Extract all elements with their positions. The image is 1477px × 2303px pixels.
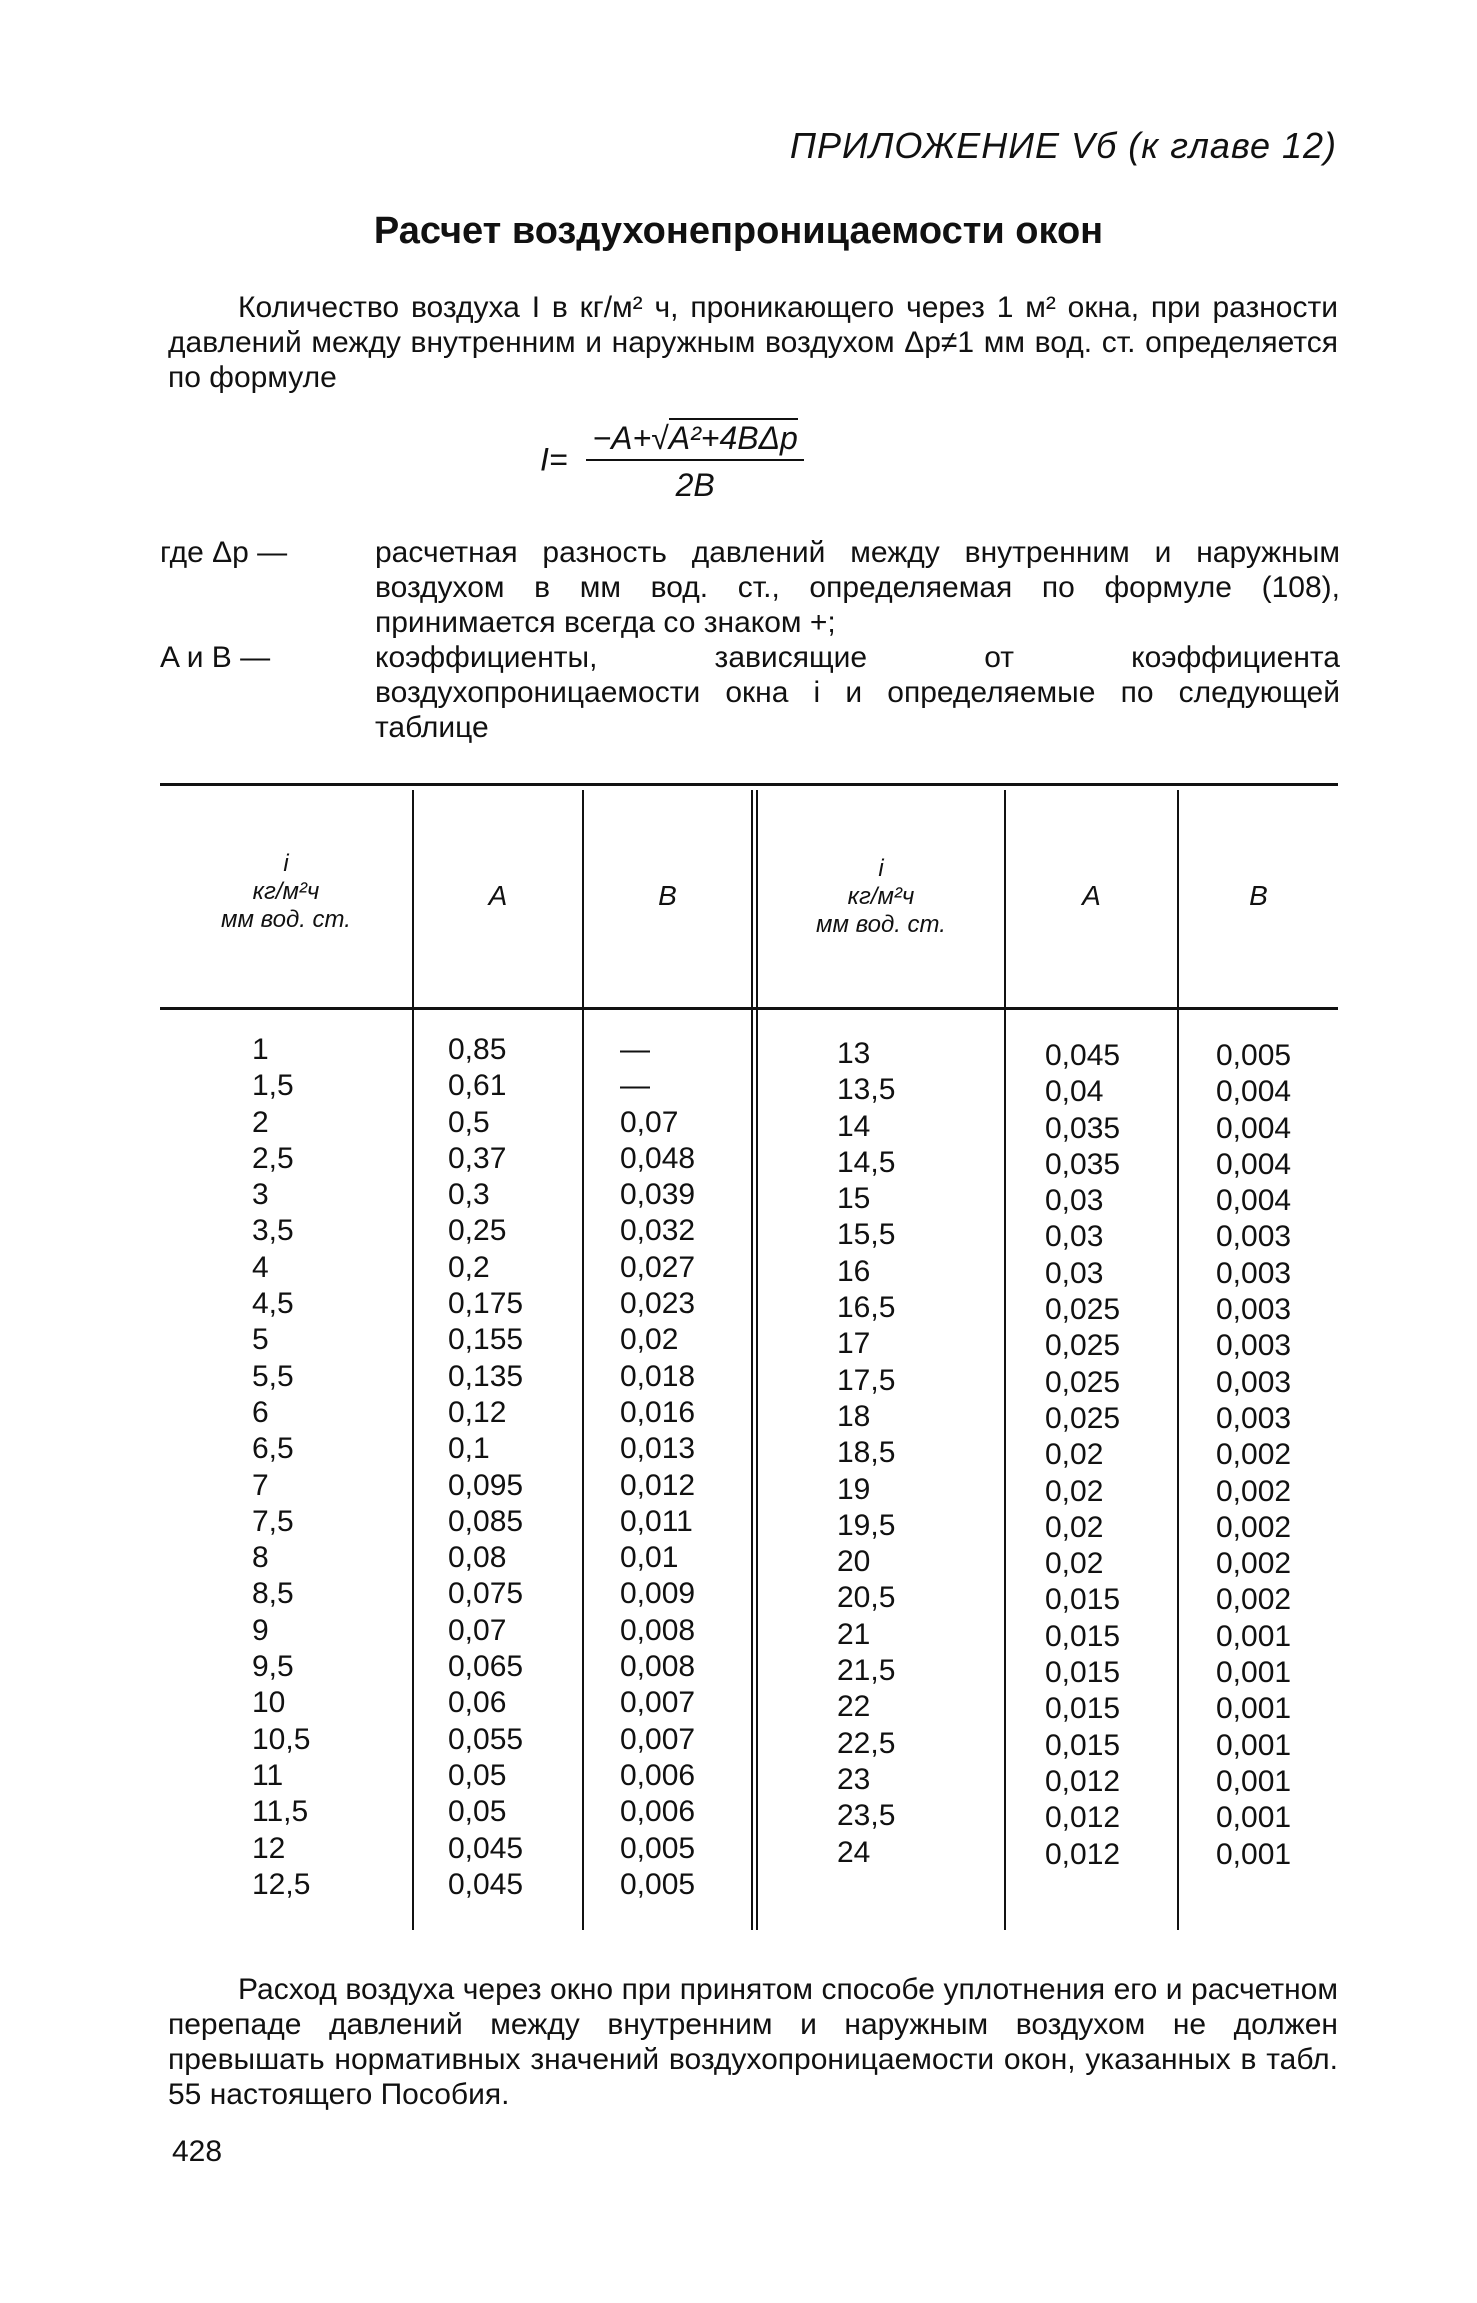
table-cell: 1,5 [252,1069,294,1103]
table-cell: 0,37 [448,1141,507,1175]
definitions [160,535,1340,745]
header-a-left: A [488,880,508,911]
table-cell: 0,095 [448,1468,524,1502]
column-divider [1004,790,1006,1930]
table-cell: 22 [837,1690,871,1724]
table-cell: 5,5 [252,1359,294,1393]
numerator-root: A²+4BΔp [668,420,798,456]
table-cell: 0,001 [1216,1656,1292,1690]
formula-numerator [586,420,803,461]
formula-lhs: I= [540,441,568,478]
table-cell: 0,001 [1216,1692,1292,1726]
intro-paragraph: Количество воздуха I в кг/м² ч, проникающего через 1 м² окна, при разности давлений между внутренним и наружным воздухом Δp≠1 мм вод. ст. определяется по формуле [168,291,1338,394]
table-cell: 0,015 [1045,1619,1121,1653]
table-cell: 17,5 [837,1363,896,1397]
table-cell: 0,01 [620,1541,679,1575]
table-cell: 14 [837,1109,871,1143]
table-cell: 0,003 [1216,1256,1292,1290]
table-cell: 15,5 [837,1218,896,1252]
table-cell: 0,011 [620,1504,693,1538]
table-cell: 21,5 [837,1654,896,1688]
header-a-right: A [1082,880,1101,911]
table-cell: 0,055 [448,1722,524,1756]
table-cell: 0,008 [620,1613,696,1647]
table-cell: 4 [252,1250,269,1284]
header-i-unit: мм вод. ст. [221,906,351,933]
table-cell: 0,03 [1045,1220,1104,1254]
table-cell: 8,5 [252,1577,294,1611]
table-cell: 19 [837,1472,871,1506]
numerator-pre: −A+√ [592,420,669,456]
formula-denominator: 2B [675,467,715,503]
table-cell: 0,018 [620,1359,696,1393]
table-cell: 22,5 [837,1726,896,1760]
table-cell: 23,5 [837,1799,896,1833]
table-cell: 0,025 [1045,1293,1121,1327]
definition-term: A и B — [160,641,271,674]
column-divider-double [751,790,753,1930]
definition-term: где Δp — [160,536,288,569]
table-cell: 0,12 [448,1395,507,1429]
table-header-rule [160,1007,1338,1010]
table-cell: 11,5 [252,1795,309,1829]
page-number: 428 [172,2135,223,2168]
table-cell: 0,2 [448,1250,490,1284]
table-cell: 0,002 [1216,1547,1292,1581]
table-cell: 0,008 [620,1650,696,1684]
header-i-right [758,855,1004,939]
table-cell: 7 [252,1468,269,1502]
column-divider [1177,790,1179,1930]
table-cell: 0,002 [1216,1583,1292,1617]
table-cell: 15 [837,1182,871,1216]
table-cell: 0,015 [1045,1728,1121,1762]
table-cell: 0,009 [620,1577,696,1611]
table-cell: 0,003 [1216,1293,1292,1327]
table-cell: 0,013 [620,1432,696,1466]
table-cell: 16 [837,1254,871,1288]
table-cell: 4,5 [252,1287,294,1321]
table-cell: 0,025 [1045,1365,1121,1399]
col-right-i [837,1036,895,1871]
table-cell: 0,015 [1045,1583,1121,1617]
table-cell: 0,045 [1045,1039,1121,1072]
table-cell: 17 [837,1327,871,1361]
header-i-left [160,850,412,934]
table-cell: 0,04 [1045,1075,1104,1109]
header-b-right: B [1249,880,1268,911]
definition-text: расчетная разность давлений между внутренним и наружным воздухом в мм вод. ст., определяемая по формуле (108), принимается всегда со знаком +; [375,536,1340,639]
definition-ab [160,640,1340,745]
table-cell: — [620,1033,650,1066]
table-cell: 0,004 [1216,1184,1292,1218]
table-cell: 2 [252,1105,269,1139]
table-cell: 0,004 [1216,1111,1292,1145]
table-cell: 0,003 [1216,1401,1292,1435]
table-cell: 0,135 [448,1359,524,1393]
table-cell: 0,075 [448,1577,524,1611]
table-cell: 0,023 [620,1287,696,1321]
table-cell: 0,035 [1045,1111,1121,1145]
table-cell: 0,002 [1216,1510,1292,1544]
table-cell: 0,012 [620,1468,696,1502]
table-cell: 0,175 [448,1287,524,1321]
table-cell: 9 [252,1613,269,1647]
col-left-b [620,1032,695,1903]
table-cell: 16,5 [837,1291,896,1325]
table-cell: 0,85 [448,1033,507,1066]
table-cell: 11 [252,1758,284,1792]
table-cell: 0,155 [448,1323,524,1357]
table-cell: 0,06 [448,1686,507,1720]
table-cell: 20 [837,1545,871,1579]
formula-fraction [586,420,803,504]
table-top-rule [160,783,1338,786]
table-cell: 0,003 [1216,1220,1292,1254]
table-cell: 0,005 [1216,1039,1292,1072]
table-cell: 12,5 [252,1867,311,1901]
table-cell: 0,039 [620,1178,696,1212]
table-cell: 13 [837,1037,871,1070]
table-cell: 0,02 [1045,1474,1104,1508]
header-i: i [878,855,884,882]
table-cell: 0,015 [1045,1656,1121,1690]
table-cell: 19,5 [837,1508,896,1542]
table-cell: 0,05 [448,1758,507,1792]
table-cell: 0,02 [1045,1547,1104,1581]
table-cell: 12 [252,1831,286,1865]
table-cell: 3,5 [252,1214,294,1248]
table-cell: 20,5 [837,1581,896,1615]
table-cell: 0,003 [1216,1329,1292,1363]
header-i: i [283,850,289,877]
table-cell: 0,004 [1216,1075,1292,1109]
table-cell: 0,25 [448,1214,507,1248]
table-cell: 0,007 [620,1722,696,1756]
table-cell: 9,5 [252,1650,294,1684]
table-cell: 21 [837,1617,871,1651]
formula [540,420,804,504]
table-cell: 0,048 [620,1141,696,1175]
table-cell: 3 [252,1178,269,1212]
table-cell: 0,012 [1045,1837,1121,1871]
table-cell: 7,5 [252,1504,294,1538]
table-cell: 0,065 [448,1650,524,1684]
column-divider [412,790,414,1930]
table-cell: 0,005 [620,1831,696,1865]
table-cell: 0,03 [1045,1184,1104,1218]
table-cell: 0,045 [448,1831,524,1865]
table-cell: 0,035 [1045,1147,1121,1181]
table-cell: 18 [837,1399,871,1433]
table-cell: 0,001 [1216,1801,1292,1835]
page-title: Расчет воздухонепроницаемости окон [373,210,1104,252]
table-cell: 0,006 [620,1795,696,1829]
table-cell: 10,5 [252,1722,311,1756]
table-cell: 0,002 [1216,1438,1292,1472]
table-cell: 0,002 [1216,1474,1292,1508]
table-cell: 0,02 [620,1323,679,1357]
table-cell: 0,016 [620,1395,696,1429]
table-cell: 0,3 [448,1178,490,1212]
column-divider [582,790,584,1930]
table-cell: 0,012 [1045,1801,1121,1835]
table-cell: 0,03 [1045,1256,1104,1290]
table-cell: 0,001 [1216,1728,1292,1762]
table-cell: 0,005 [620,1867,696,1901]
definition-text: коэффициенты, зависящие от коэффициента воздухопроницаемости окна i и определяемые по следующей таблице [375,641,1340,744]
table-cell: 8 [252,1541,269,1575]
table-cell: 10 [252,1686,286,1720]
table-cell: 0,02 [1045,1438,1104,1472]
table-cell: 5 [252,1323,269,1357]
running-header: ПРИЛОЖЕНИЕ Vб (к главе 12) [789,125,1337,166]
col-right-a [1045,1038,1120,1873]
header-i-unit: кг/м²ч [252,878,320,905]
column-divider-double [756,790,758,1930]
table-cell: 2,5 [252,1141,294,1175]
table-cell: 0,02 [1045,1510,1104,1544]
table-cell: — [620,1069,650,1103]
table-cell: 0,007 [620,1686,696,1720]
table-cell: 14,5 [837,1145,896,1179]
table-cell: 0,001 [1216,1837,1292,1871]
table-cell: 0,001 [1216,1619,1292,1653]
table-cell: 6,5 [252,1432,294,1466]
definition-dp [160,535,1340,640]
table-cell: 0,61 [448,1069,507,1103]
header-i-unit: кг/м²ч [847,883,915,910]
table-cell: 0,045 [448,1867,524,1901]
table-cell: 18,5 [837,1436,896,1470]
table-cell: 0,5 [448,1105,490,1139]
table-cell: 0,07 [448,1613,507,1647]
table-cell: 0,08 [448,1541,507,1575]
table-cell: 0,015 [1045,1692,1121,1726]
table-cell: 24 [837,1835,871,1869]
table-cell: 0,07 [620,1105,679,1139]
table-cell: 0,027 [620,1250,696,1284]
table-cell: 0,032 [620,1214,696,1248]
table-cell: 6 [252,1395,269,1429]
table-cell: 0,006 [620,1758,696,1792]
table-cell: 13,5 [837,1073,896,1107]
closing-paragraph: Расход воздуха через окно при принятом способе уплотнения его и расчетном перепаде давлений между внутренним и наружным воздухом не должен превышать нормативных значений воздухопроницаемости окон, указанных в табл. 55 настоящего Пособия. [168,1973,1338,2111]
header-i-unit: мм вод. ст. [816,911,946,938]
table-cell: 0,003 [1216,1365,1292,1399]
table-cell: 0,025 [1045,1329,1121,1363]
table-cell: 0,012 [1045,1764,1121,1798]
table-cell: 1 [252,1033,269,1066]
header-b-left: B [658,880,677,911]
col-left-a [448,1032,523,1903]
table-cell: 0,1 [448,1432,490,1466]
table-cell: 23 [837,1762,871,1796]
col-left-i [252,1032,310,1903]
table-cell: 0,025 [1045,1401,1121,1435]
table-cell: 0,085 [448,1504,524,1538]
table-cell: 0,05 [448,1795,507,1829]
table-cell: 0,001 [1216,1764,1292,1798]
col-right-b [1216,1038,1291,1873]
table-cell: 0,004 [1216,1147,1292,1181]
